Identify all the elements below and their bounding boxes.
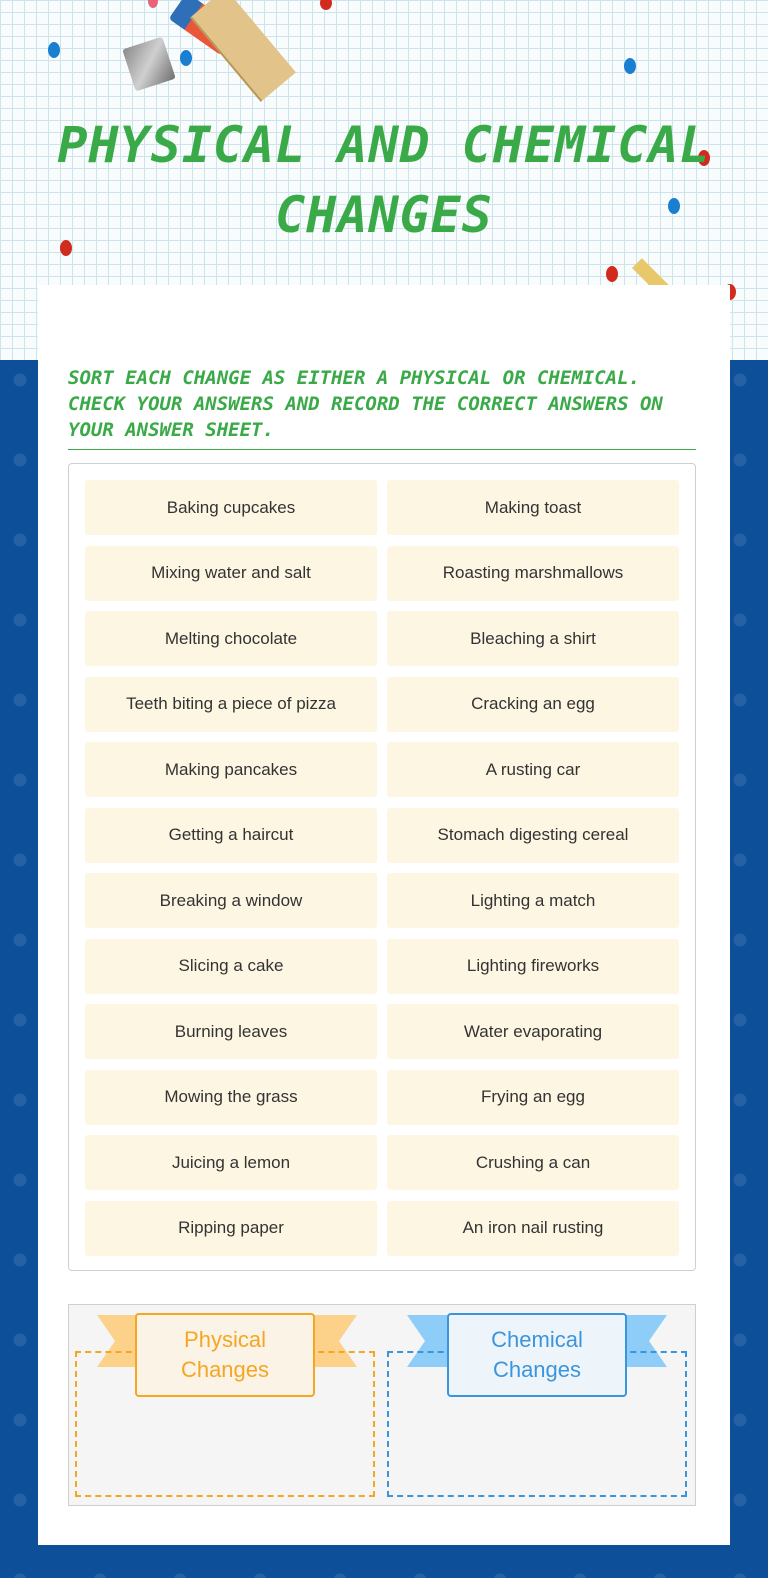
sortable-item[interactable]: Mowing the grass bbox=[85, 1070, 377, 1125]
sortable-item[interactable]: An iron nail rusting bbox=[387, 1201, 679, 1256]
sortable-item[interactable]: Water evaporating bbox=[387, 1004, 679, 1059]
sortable-item[interactable]: Lighting a match bbox=[387, 873, 679, 928]
worksheet-card bbox=[38, 285, 730, 1545]
sortable-item[interactable]: Bleaching a shirt bbox=[387, 611, 679, 666]
sortable-item[interactable]: Lighting fireworks bbox=[387, 939, 679, 994]
sortable-item[interactable]: Baking cupcakes bbox=[85, 480, 377, 535]
physical-label-line2: Changes bbox=[180, 1357, 270, 1382]
sortable-item[interactable]: Burning leaves bbox=[85, 1004, 377, 1059]
sortable-item[interactable]: Ripping paper bbox=[85, 1201, 377, 1256]
sortable-item[interactable]: Slicing a cake bbox=[85, 939, 377, 994]
sortable-item[interactable]: Cracking an egg bbox=[387, 677, 679, 732]
sortable-item[interactable]: Melting chocolate bbox=[85, 611, 377, 666]
physical-label-line1: Physical bbox=[184, 1327, 266, 1352]
sortable-item[interactable]: Breaking a window bbox=[85, 873, 377, 928]
instructions-text: SORT EACH CHANGE AS EITHER A PHYSICAL OR CHEMICAL. CHECK YOUR ANSWERS AND RECORD THE CORRECT ANSWERS ON YOUR ANSWER SHEET. bbox=[68, 365, 696, 450]
page-title bbox=[0, 110, 768, 250]
sortable-item[interactable]: Teeth biting a piece of pizza bbox=[85, 677, 377, 732]
sort-drop-area bbox=[68, 1304, 696, 1506]
sortable-item[interactable]: Frying an egg bbox=[387, 1070, 679, 1125]
sortable-item[interactable]: Making pancakes bbox=[85, 742, 377, 797]
sortable-items-grid bbox=[68, 463, 696, 1271]
chemical-label-line1: Chemical bbox=[491, 1327, 583, 1352]
page-title-line1: PHYSICAL AND CHEMICAL bbox=[57, 116, 711, 174]
sortable-item[interactable]: Getting a haircut bbox=[85, 808, 377, 863]
sortable-item[interactable]: Crushing a can bbox=[387, 1135, 679, 1190]
sortable-item[interactable]: Making toast bbox=[387, 480, 679, 535]
sortable-item[interactable]: Stomach digesting cereal bbox=[387, 808, 679, 863]
chemical-changes-label bbox=[447, 1313, 627, 1397]
sortable-item[interactable]: Roasting marshmallows bbox=[387, 546, 679, 601]
physical-changes-label bbox=[135, 1313, 315, 1397]
sortable-item[interactable]: Mixing water and salt bbox=[85, 546, 377, 601]
sortable-item[interactable]: Juicing a lemon bbox=[85, 1135, 377, 1190]
chemical-label-line2: Changes bbox=[492, 1357, 582, 1382]
sortable-item[interactable]: A rusting car bbox=[387, 742, 679, 797]
page-title-line2: CHANGES bbox=[275, 186, 493, 244]
